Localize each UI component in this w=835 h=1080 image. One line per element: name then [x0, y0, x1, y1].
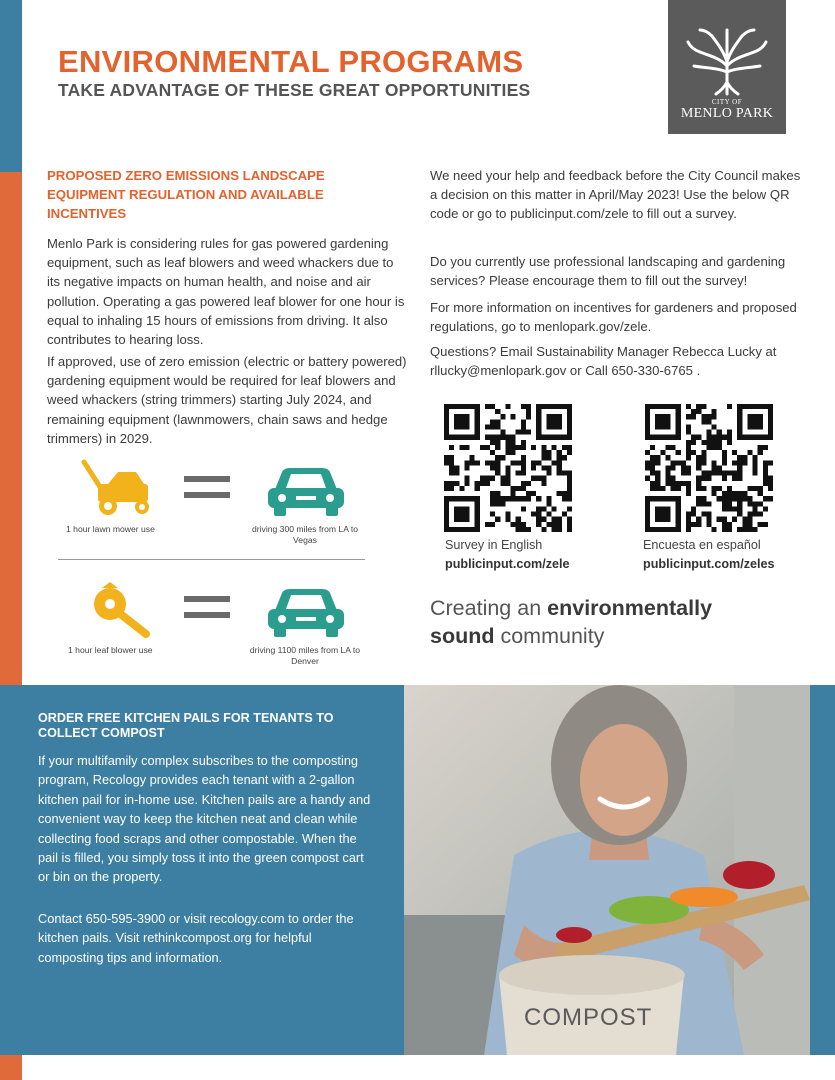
caption-leaf-blower: 1 hour leaf blower use — [68, 645, 153, 655]
page-title: ENVIRONMENTAL PROGRAMS — [58, 44, 524, 79]
qr-code-english[interactable] — [444, 404, 572, 532]
tagline-part2: community — [494, 624, 605, 648]
paragraph-compost-contact: Contact 650-595-3900 or visit recology.com to order the kitchen pails. Visit rethinkcompost.org for helpful composting tips and information. — [38, 911, 354, 965]
qr-caption-english — [445, 536, 570, 574]
tagline-bold1: environmentally — [547, 596, 713, 620]
logo-city-name: MENLO PARK — [680, 106, 774, 121]
caption-car-vegas: driving 300 miles from LA to Vegas — [251, 524, 359, 545]
oak-tree-icon — [682, 22, 772, 96]
qr-label-spanish: Encuesta en español — [643, 538, 761, 552]
qr-label-english: Survey in English — [445, 538, 543, 552]
paragraph-more-information: For more information on incentives for gardeners and proposed regulations, go to menlopark.gov/zele. — [430, 300, 797, 335]
paragraph-feedback: We need your help and feedback before the City Council makes a decision on this matter in April/May 2023! Use the below QR code or go to publicinput.com/zele to fill out a survey. — [430, 168, 801, 222]
qr-caption-spanish — [643, 536, 775, 574]
woman-composting-image — [404, 685, 810, 1055]
paragraph-if-approved: If approved, use of zero emission (electric or battery powered) gardening equipment would be required for leaf blowers and weed whackers (string trimmers) starting July 2024, and remaining equipment (lawnmowers, chain saws and hedge trimmers) in 2029. — [47, 354, 407, 446]
pail-label: COMPOST — [524, 1004, 653, 1031]
section-heading-zero-emissions: PROPOSED ZERO EMISSIONS LANDSCAPE EQUIPMENT REGULATION AND AVAILABLE INCENTIVES — [47, 168, 325, 221]
section-heading-compost: ORDER FREE KITCHEN PAILS FOR TENANTS TO COLLECT COMPOST — [38, 711, 334, 740]
car-icon — [266, 462, 346, 518]
tagline — [430, 594, 790, 650]
paragraph-questions-contact: Questions? Email Sustainability Manager Rebecca Lucky at rllucky@menlopark.gov or Call 650-330-6765 . — [430, 344, 777, 379]
leaf-blower-icon — [88, 582, 152, 638]
paragraph-compost-program: If your multifamily complex subscribes to the composting program, Recology provides each tenant with a 2-gallon kitchen pail for in-home use. Kitchen pails are a handy and convenient way to keep the kitchen neat and clean while collecting food scraps and other compostable. When the pail is filled, you simply toss it into the green compost cart or bin on the property. — [38, 753, 371, 885]
left-accent-bar-blue — [0, 0, 22, 172]
left-accent-bar-orange — [0, 172, 22, 685]
caption-car-denver: driving 1100 miles from LA to Denver — [249, 645, 361, 666]
equals-icon — [184, 596, 230, 620]
comparison-divider — [58, 559, 365, 560]
bottom-white-strip — [0, 1055, 835, 1080]
bottom-orange-strip — [0, 1055, 22, 1080]
qr-code-spanish[interactable] — [645, 404, 773, 532]
qr-url-spanish[interactable]: publicinput.com/zeles — [643, 557, 775, 571]
equals-icon — [184, 476, 230, 500]
compost-photo — [404, 685, 810, 1055]
page-subtitle: TAKE ADVANTAGE OF THESE GREAT OPPORTUNITIES — [58, 80, 531, 100]
logo-city-of: CITY OF — [711, 98, 743, 106]
tagline-part1: Creating an — [430, 596, 548, 620]
tagline-bold2: sound — [430, 624, 495, 648]
paragraph-professional-services: Do you currently use professional landscaping and gardening services? Please encourage them to fill out the survey! — [430, 254, 786, 289]
paragraph-considering-rules: Menlo Park is considering rules for gas powered gardening equipment, such as leaf blowers and weed whackers due to its negative impacts on human health, and noise and air pollution. Operating a gas powered leaf blower for one hour is equal to inhaling 15 hours of emissions from driving. It also contributes to hearing loss. — [47, 236, 405, 348]
car-icon — [266, 583, 346, 639]
caption-lawn-mower: 1 hour lawn mower use — [66, 524, 155, 534]
qr-url-english[interactable]: publicinput.com/zele — [445, 557, 570, 571]
menlo-park-logo — [668, 0, 786, 134]
lawn-mower-icon — [78, 458, 158, 518]
